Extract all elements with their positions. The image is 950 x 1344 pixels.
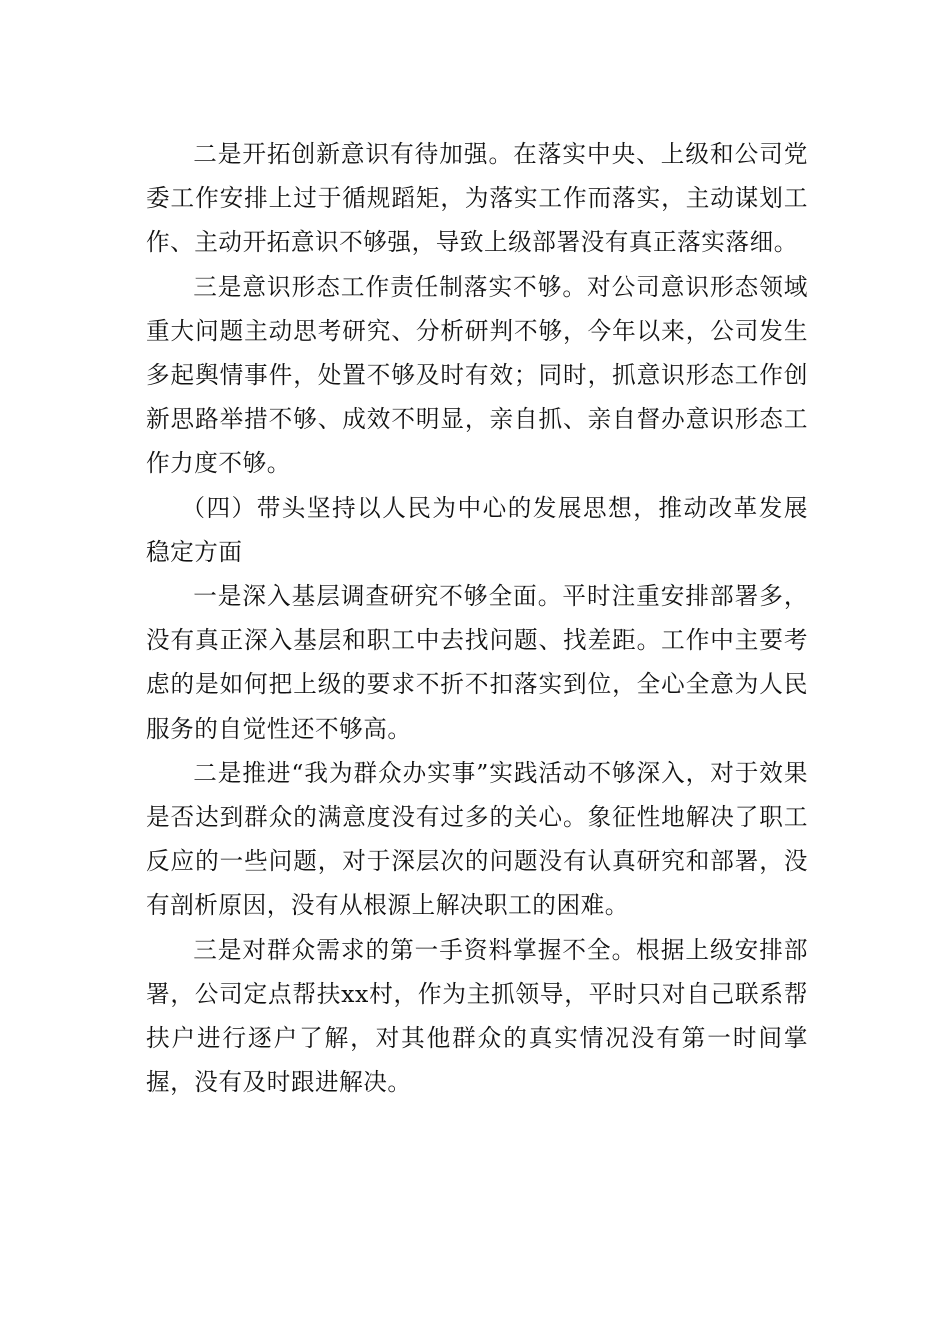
paragraph-ideology-responsibility: 三是意识形态工作责任制落实不够。对公司意识形态领域重大问题主动思考研究、分析研判不够，今年以来，公司发生多起舆情事件，处置不够及时有效；同时，抓意识形态工作创新思路举措不够、成效不明显，亲自抓、亲自督办意识形态工作力度不够。 (146, 272, 808, 478)
section-heading-four: （四）带头坚持以人民为中心的发展思想，推动改革发展稳定方面 (146, 493, 808, 566)
paragraph-practical-activities: 二是推进“我为群众办实事”实践活动不够深入，对于效果是否达到群众的满意度没有过多的关心。象征性地解决了职工反应的一些问题，对于深层次的问题没有认真研究和部署，没有剖析原因，没有从根源上解决职工的困难。 (146, 758, 808, 920)
paragraph-first-hand-information: 三是对群众需求的第一手资料掌握不全。根据上级安排部署，公司定点帮扶xx村，作为主抓领导，平时只对自己联系帮扶户进行逐户了解，对其他群众的真实情况没有第一时间掌握，没有及时跟进解决。 (146, 935, 808, 1097)
paragraph-innovation-awareness: 二是开拓创新意识有待加强。在落实中央、上级和公司党委工作安排上过于循规蹈矩，为落实工作而落实，主动谋划工作、主动开拓意识不够强，导致上级部署没有真正落实落细。 (146, 140, 808, 257)
paragraph-grassroots-research: 一是深入基层调查研究不够全面。平时注重安排部署多，没有真正深入基层和职工中去找问题、找差距。工作中主要考虑的是如何把上级的要求不折不扣落实到位，全心全意为人民服务的自觉性还不够高。 (146, 582, 808, 743)
document-body (146, 132, 808, 1104)
